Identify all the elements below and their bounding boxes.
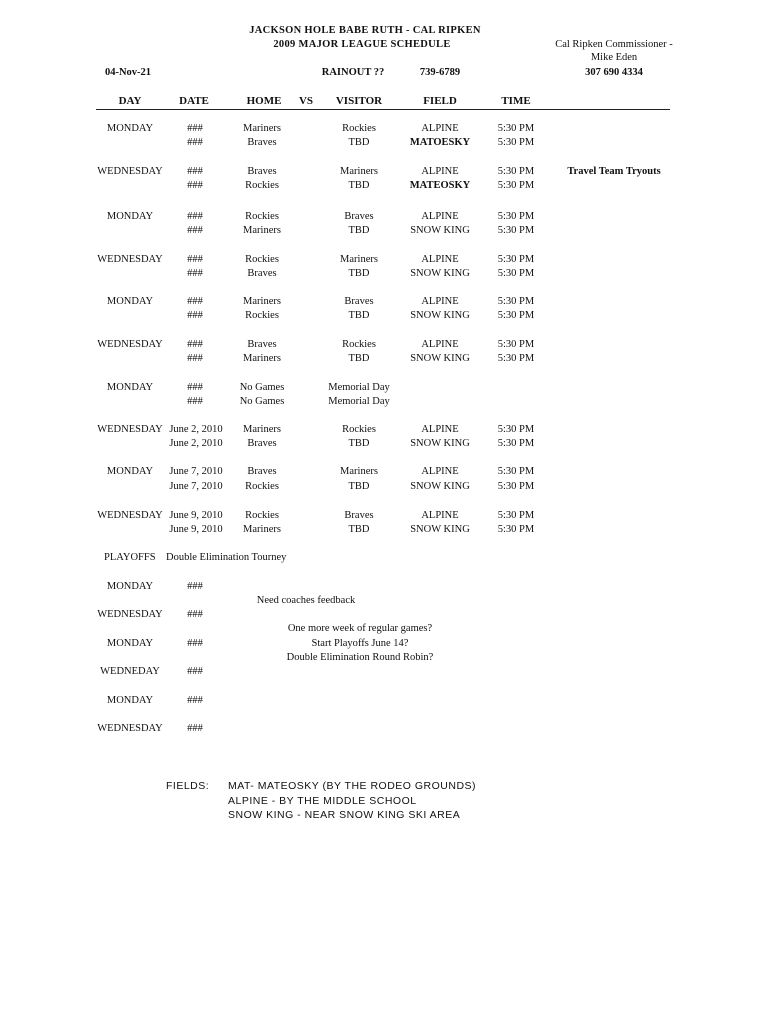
cell-field: SNOW KING xyxy=(410,481,470,492)
cell-visitor: Mariners xyxy=(340,166,378,177)
cell-time: 5:30 PM xyxy=(497,466,535,477)
title-line-1: JACKSON HOLE BABE RUTH - CAL RIPKEN xyxy=(249,25,481,36)
cell-date: ### xyxy=(187,396,203,407)
cell-home: Rockies xyxy=(245,254,279,265)
playoff-day: WEDNESDAY xyxy=(97,723,163,734)
cell-date: ### xyxy=(187,339,203,350)
cell-time: 5:30 PM xyxy=(497,254,535,265)
cell-visitor: TBD xyxy=(348,180,370,191)
cell-field: ALPINE xyxy=(421,424,459,435)
cell-date: June 2, 2010 xyxy=(169,424,223,435)
playoffs-format: Double Elimination Tourney xyxy=(166,552,287,563)
rainout-label: RAINOUT ?? xyxy=(321,67,385,78)
cell-time: 5:30 PM xyxy=(497,424,535,435)
cell-visitor: TBD xyxy=(348,268,370,279)
cell-date: June 9, 2010 xyxy=(169,510,223,521)
playoff-day: MONDAY xyxy=(106,638,154,649)
cell-time: 5:30 PM xyxy=(497,123,535,134)
cell-home: Braves xyxy=(247,137,277,148)
cell-field: ALPINE xyxy=(421,510,459,521)
title-line-2: 2009 MAJOR LEAGUE SCHEDULE xyxy=(273,39,451,50)
cell-date: June 2, 2010 xyxy=(169,438,223,449)
cell-visitor: Memorial Day xyxy=(328,382,390,393)
playoff-note: Start Playoffs June 14? xyxy=(311,638,409,649)
cell-date: June 9, 2010 xyxy=(169,524,223,535)
cell-home: Braves xyxy=(247,438,277,449)
cell-day: MONDAY xyxy=(106,382,154,393)
playoff-date: ### xyxy=(187,581,203,592)
cell-home: Rockies xyxy=(245,180,279,191)
cell-time: 5:30 PM xyxy=(497,510,535,521)
cell-home: Braves xyxy=(247,339,277,350)
cell-day: WEDNESDAY xyxy=(97,424,163,435)
playoff-note: Need coaches feedback xyxy=(256,595,356,606)
cell-time: 5:30 PM xyxy=(497,137,535,148)
cell-visitor: Mariners xyxy=(340,254,378,265)
playoffs-label: PLAYOFFS xyxy=(104,552,156,563)
cell-home: No Games xyxy=(239,382,285,393)
cell-home: Braves xyxy=(247,268,277,279)
fields-legend-line: MAT- MATEOSKY (BY THE RODEO GROUNDS) xyxy=(228,780,477,792)
cell-visitor: Braves xyxy=(344,296,374,307)
column-header-date: DATE xyxy=(179,95,209,107)
cell-field: ALPINE xyxy=(421,296,459,307)
playoff-date: ### xyxy=(187,638,203,649)
column-header-day: DAY xyxy=(118,95,142,107)
cell-date: ### xyxy=(187,166,203,177)
rainout-phone: 739-6789 xyxy=(419,67,461,78)
cell-date: ### xyxy=(187,180,203,191)
cell-home: Mariners xyxy=(243,524,281,535)
playoff-note: Double Elimination Round Robin? xyxy=(286,652,434,663)
cell-date: June 7, 2010 xyxy=(169,481,223,492)
header-divider xyxy=(96,109,670,110)
cell-visitor: TBD xyxy=(348,481,370,492)
playoff-day: MONDAY xyxy=(106,695,154,706)
cell-date: ### xyxy=(187,382,203,393)
cell-visitor: Rockies xyxy=(342,123,376,134)
cell-time: 5:30 PM xyxy=(497,225,535,236)
column-header-time: TIME xyxy=(501,95,531,107)
cell-visitor: Braves xyxy=(344,510,374,521)
cell-home: Mariners xyxy=(243,296,281,307)
cell-date: ### xyxy=(187,353,203,364)
cell-date: ### xyxy=(187,268,203,279)
cell-home: Rockies xyxy=(245,310,279,321)
cell-visitor: TBD xyxy=(348,225,370,236)
cell-date: ### xyxy=(187,254,203,265)
cell-visitor: Braves xyxy=(344,211,374,222)
cell-field: SNOW KING xyxy=(410,225,470,236)
cell-time: 5:30 PM xyxy=(497,180,535,191)
cell-visitor: Mariners xyxy=(340,466,378,477)
cell-home: Mariners xyxy=(243,353,281,364)
cell-field: ALPINE xyxy=(421,166,459,177)
cell-time: 5:30 PM xyxy=(497,268,535,279)
cell-visitor: TBD xyxy=(348,524,370,535)
cell-field: SNOW KING xyxy=(410,524,470,535)
cell-visitor: TBD xyxy=(348,353,370,364)
cell-time: 5:30 PM xyxy=(497,438,535,449)
playoff-day: WEDNEDAY xyxy=(100,666,160,677)
cell-day: WEDNESDAY xyxy=(97,166,163,177)
column-header-visitor: VISITOR xyxy=(335,95,383,107)
playoff-day: MONDAY xyxy=(106,581,154,592)
cell-date: ### xyxy=(187,137,203,148)
cell-time: 5:30 PM xyxy=(497,353,535,364)
cell-field: SNOW KING xyxy=(410,310,470,321)
cell-visitor: TBD xyxy=(348,137,370,148)
cell-field: SNOW KING xyxy=(410,438,470,449)
cell-field: MATOESKY xyxy=(409,137,471,148)
cell-home: No Games xyxy=(239,396,285,407)
cell-field: SNOW KING xyxy=(410,268,470,279)
fields-legend-line: SNOW KING - NEAR SNOW KING SKI AREA xyxy=(228,809,461,821)
cell-home: Braves xyxy=(247,166,277,177)
cell-field: ALPINE xyxy=(421,123,459,134)
cell-home: Mariners xyxy=(243,123,281,134)
playoff-date: ### xyxy=(187,695,203,706)
cell-time: 5:30 PM xyxy=(497,524,535,535)
cell-time: 5:30 PM xyxy=(497,166,535,177)
commissioner-phone: 307 690 4334 xyxy=(585,67,643,78)
cell-visitor: Rockies xyxy=(342,424,376,435)
cell-date: June 7, 2010 xyxy=(169,466,223,477)
cell-time: 5:30 PM xyxy=(497,211,535,222)
cell-time: 5:30 PM xyxy=(497,310,535,321)
fields-legend-line: ALPINE - BY THE MIDDLE SCHOOL xyxy=(228,795,417,807)
cell-visitor: TBD xyxy=(348,438,370,449)
cell-home: Mariners xyxy=(243,225,281,236)
cell-field: SNOW KING xyxy=(410,353,470,364)
cell-time: 5:30 PM xyxy=(497,339,535,350)
cell-day: WEDNESDAY xyxy=(97,510,163,521)
cell-date: ### xyxy=(187,123,203,134)
cell-day: MONDAY xyxy=(106,211,154,222)
cell-day: MONDAY xyxy=(106,296,154,307)
cell-field: ALPINE xyxy=(421,466,459,477)
cell-note: Travel Team Tryouts xyxy=(567,166,661,177)
cell-home: Rockies xyxy=(245,211,279,222)
commissioner-title: Cal Ripken Commissioner - xyxy=(555,39,673,50)
cell-field: MATEOSKY xyxy=(409,180,471,191)
cell-day: MONDAY xyxy=(106,466,154,477)
cell-day: WEDNESDAY xyxy=(97,254,163,265)
cell-visitor: TBD xyxy=(348,310,370,321)
playoff-date: ### xyxy=(187,723,203,734)
playoff-date: ### xyxy=(187,609,203,620)
cell-field: ALPINE xyxy=(421,211,459,222)
cell-day: MONDAY xyxy=(106,123,154,134)
column-header-vs: VS xyxy=(298,95,314,107)
cell-date: ### xyxy=(187,211,203,222)
commissioner-name: Mike Eden xyxy=(590,52,638,63)
playoff-date: ### xyxy=(187,666,203,677)
print-date: 04-Nov-21 xyxy=(104,67,152,78)
cell-home: Rockies xyxy=(245,481,279,492)
cell-date: ### xyxy=(187,296,203,307)
cell-visitor: Rockies xyxy=(342,339,376,350)
cell-field: ALPINE xyxy=(421,339,459,350)
playoff-day: WEDNESDAY xyxy=(97,609,163,620)
playoff-note: One more week of regular games? xyxy=(287,623,433,634)
cell-time: 5:30 PM xyxy=(497,296,535,307)
cell-date: ### xyxy=(187,225,203,236)
cell-day: WEDNESDAY xyxy=(97,339,163,350)
fields-legend-label: FIELDS: xyxy=(166,780,210,792)
cell-visitor: Memorial Day xyxy=(328,396,390,407)
cell-time: 5:30 PM xyxy=(497,481,535,492)
column-header-field: FIELD xyxy=(423,95,457,107)
column-header-home: HOME xyxy=(246,95,282,107)
cell-home: Rockies xyxy=(245,510,279,521)
cell-home: Braves xyxy=(247,466,277,477)
cell-home: Mariners xyxy=(243,424,281,435)
cell-date: ### xyxy=(187,310,203,321)
cell-field: ALPINE xyxy=(421,254,459,265)
